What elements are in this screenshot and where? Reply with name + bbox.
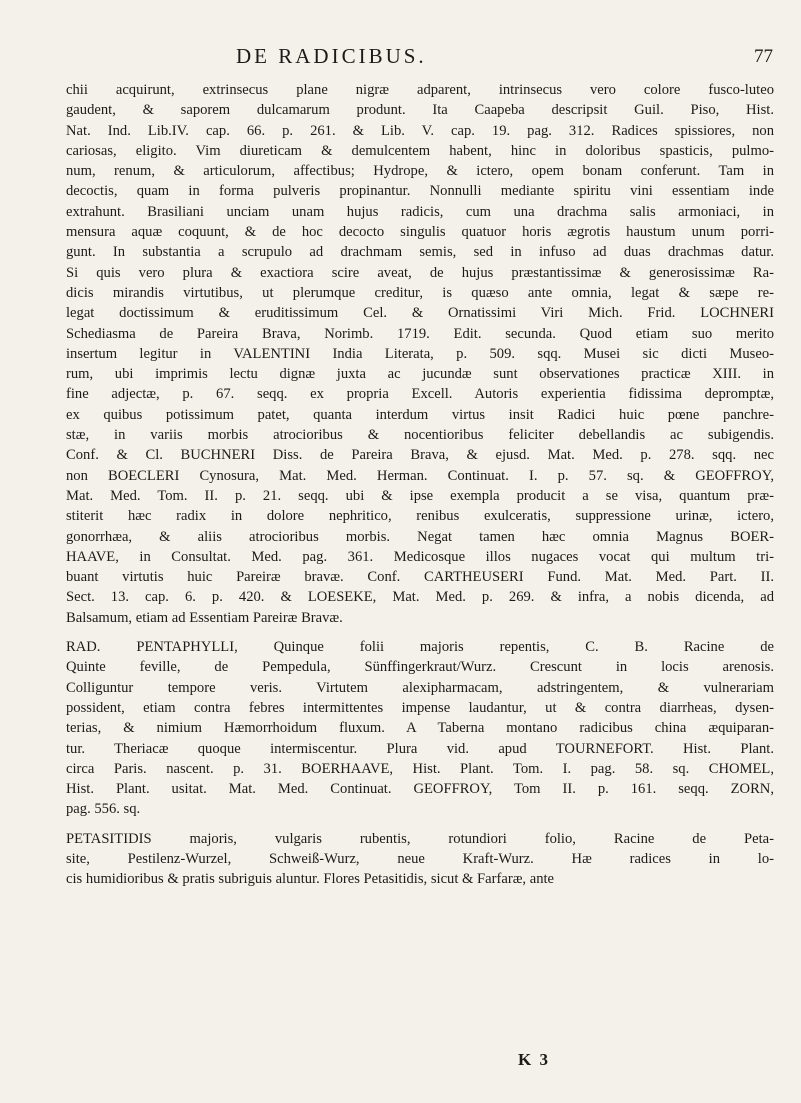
text-line: terias, & nimium Hæmorrhoidum fluxum. A Taberna montano radicibus china æquiparan-: [66, 720, 774, 737]
text-line: Schediasma de Pareira Brava, Norimb. 1719. Edit. secunda. Quod etiam suo merito: [66, 325, 774, 342]
paragraph-gap: [66, 628, 774, 637]
text-line: rum, ubi imprimis lectu dignæ juxta ac jucundæ sunt observationes practicæ XIII. in: [66, 366, 774, 383]
text-line: fine adjectæ, p. 67. seqq. ex propria Excell. Autoris experientia fidissima depromptæ,: [66, 386, 774, 403]
text-line: extrahunt. Brasiliani unciam unam hujus radicis, cum una drachma salis armoniaci, in: [66, 203, 774, 220]
text-line: insertum legitur in VALENTINI India Literata, p. 509. sqq. Musei sic dicti Museo-: [66, 345, 774, 362]
text-line: RAD. PENTAPHYLLI, Quinque folii majoris repentis, C. B. Racine de: [66, 639, 774, 656]
text-line: chii acquirunt, extrinsecus plane nigræ adparent, intrinsecus vero colore fusco-luteo: [66, 82, 774, 98]
text-line: stiterit hæc radix in dolore nephritico, renibus exulceratis, suppressione urinæ, ictero,: [66, 508, 774, 525]
text-line: stæ, in variis morbis atrocioribus & nocentioribus feliciter debellandis ac subigendis.: [66, 427, 774, 444]
text-line: Colliguntur tempore veris. Virtutem alexipharmacam, adstringentem, & vulnerariam: [66, 679, 774, 696]
text-line: gonorrhæa, & aliis atrocioribus morbis. Negat tamen hæc omnia Magnus BOER-: [66, 528, 774, 545]
text-line: Conf. & Cl. BUCHNERI Diss. de Pareira Brava, & ejusd. Mat. Med. p. 278. sqq. nec: [66, 447, 774, 464]
text-line: dicis mirandis virtutibus, ut plerumque creditur, is quæso ante omnia, legat & sæpe re-: [66, 284, 774, 301]
text-line: PETASITIDIS majoris, vulgaris rubentis, rotundiori folio, Racine de Peta-: [66, 830, 774, 847]
text-line: tur. Theriacæ quoque intermiscentur. Plura vid. apud TOURNEFORT. Hist. Plant.: [66, 740, 774, 757]
text-line: gaudent, & saporem dulcamarum produnt. Ita Caapeba descripsit Guil. Piso, Hist.: [66, 102, 774, 119]
text-line: num, renum, & articulorum, affectibus; Hydrope, & ictero, opem bonam conferunt. Tam in: [66, 163, 774, 180]
text-line: circa Paris. nascent. p. 31. BOERHAAVE, Hist. Plant. Tom. I. pag. 58. sq. CHOMEL,: [66, 760, 774, 777]
text-line: non BOECLERI Cynosura, Mat. Med. Herman. Continuat. I. p. 57. sq. & GEOFFROY,: [66, 467, 774, 484]
text-line: Hist. Plant. usitat. Mat. Med. Continuat. GEOFFROY, Tom II. p. 161. seqq. ZORN,: [66, 781, 774, 798]
text-line: Mat. Med. Tom. II. p. 21. seqq. ubi & ipse exempla producit a se visa, quantum præ-: [66, 487, 774, 504]
text-line: gunt. In substantia a scrupulo ad drachmam semis, sed in infuso ad duas drachmas datur.: [66, 244, 774, 261]
text-line: pag. 556. sq.: [66, 801, 141, 818]
text-line: buant virtutis huic Pareiræ bravæ. Conf. CARTHEUSERI Fund. Mat. Med. Part. II.: [66, 569, 774, 586]
text-line: mensura aquæ coquunt, & de hoc decocto singulis quatuor horis ægrotis haustum unum porri-: [66, 224, 774, 241]
text-line: decoctis, quam in forma pulveris propinantur. Nonnulli mediante spiritu vini essentiam inde: [66, 183, 774, 200]
text-line: Si quis vero plura & exactiora scire aveat, de hujus præstantissimæ & generosissimæ Ra-: [66, 264, 774, 281]
text-line: Balsamum, etiam ad Essentiam Pareiræ Bravæ.: [66, 609, 343, 626]
page-number: 77: [754, 46, 773, 67]
text-line: Nat. Ind. Lib.IV. cap. 66. p. 261. & Lib. V. cap. 19. pag. 312. Radices spissiores, non: [66, 122, 774, 139]
text-line: Quinte feville, de Pempedula, Sünffingerkraut/Wurz. Crescunt in locis arenosis.: [66, 659, 774, 676]
text-line: possident, etiam contra febres intermittentes impense laudantur, ut & contra diarrheas, dysen-: [66, 699, 774, 716]
text-line: Sect. 13. cap. 6. p. 420. & LOESEKE, Mat. Med. p. 269. & infra, a nobis dicenda, ad: [66, 589, 774, 606]
body-text: [66, 80, 774, 890]
text-line: legat doctissimum & eruditissimum Cel. & Ornatissimi Viri Mich. Frid. LOCHNERI: [66, 305, 774, 322]
text-line: ex quibus potissimum patet, quanta interdum virtus insit Radici huic pœne panchre-: [66, 406, 774, 423]
text-line: cariosas, eligito. Vim diureticam & demulcentem habent, hinc in doloribus spasticis, pulmo-: [66, 142, 774, 159]
text-line: HAAVE, in Consultat. Med. pag. 361. Medicosque illos nugaces vocat qui multum tri-: [66, 548, 774, 565]
text-line: cis humidioribus & pratis subriguis aluntur. Flores Petasitidis, sicut & Farfaræ, ante: [66, 871, 555, 888]
signature-mark: K 3: [518, 1050, 550, 1069]
text-line: site, Pestilenz-Wurzel, Schweiß-Wurz, neue Kraft-Wurz. Hæ radices in lo-: [66, 850, 774, 867]
paragraph-gap: [66, 820, 774, 829]
running-title: DE RADICIBUS.: [236, 44, 427, 68]
